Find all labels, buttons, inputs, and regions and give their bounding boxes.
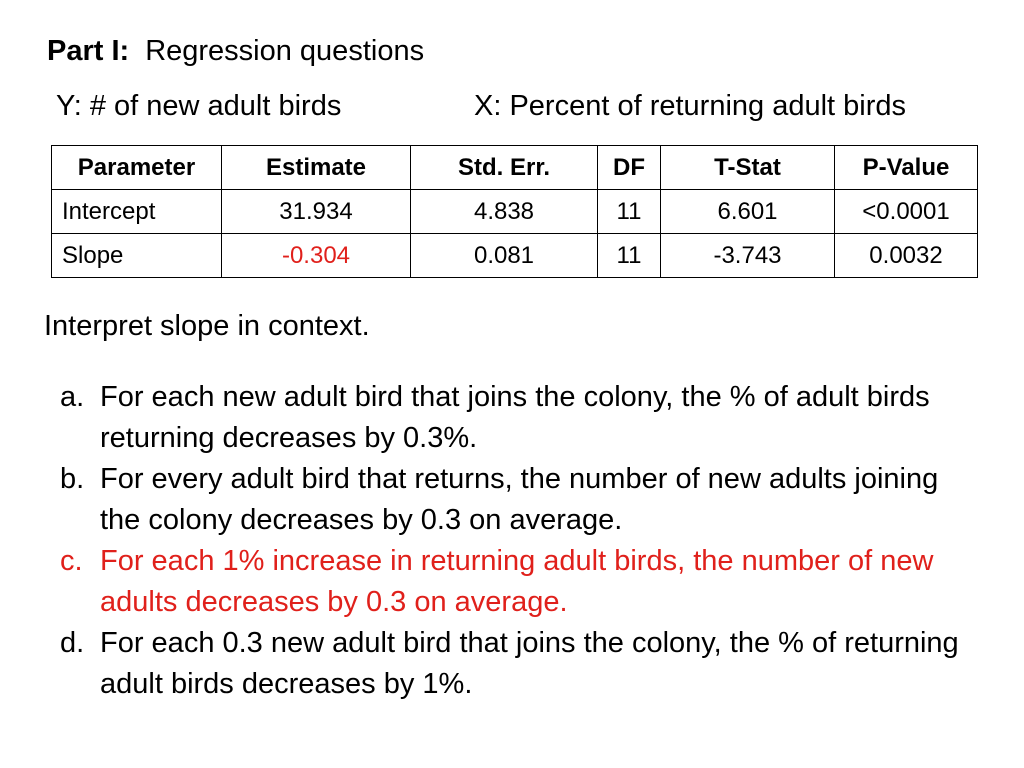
choice-letter: c.: [60, 545, 83, 577]
slide-title: [47, 33, 424, 69]
table-header-row: [52, 146, 978, 190]
header-parameter: Parameter: [52, 146, 222, 190]
choice-c-correct: [60, 541, 980, 623]
cell-estimate: 31.934: [222, 190, 411, 234]
title-text: Regression questions: [145, 35, 425, 67]
cell-parameter: Intercept: [52, 190, 222, 234]
choice-text: For every adult bird that returns, the number of new adults joining the colony decreases by 0.3 on average.: [100, 463, 939, 536]
cell-p-value: 0.0032: [835, 234, 978, 278]
header-estimate: Estimate: [222, 146, 411, 190]
table-row: [52, 234, 978, 278]
header-t-stat: T-Stat: [661, 146, 835, 190]
cell-p-value: <0.0001: [835, 190, 978, 234]
choice-letter: a.: [60, 381, 85, 413]
choice-text: For each new adult bird that joins the colony, the % of adult birds returning decreases by 0.3%.: [100, 381, 930, 454]
answer-choices: [60, 377, 980, 705]
cell-df: 11: [598, 234, 661, 278]
cell-std-err: 4.838: [411, 190, 598, 234]
choice-letter: b.: [60, 463, 85, 495]
table-row: [52, 190, 978, 234]
choice-letter: d.: [60, 627, 85, 659]
header-df: DF: [598, 146, 661, 190]
choice-a: [60, 377, 980, 459]
regression-table: [51, 145, 978, 278]
y-variable-label: Y: # of new adult birds: [56, 90, 342, 122]
header-std-err: Std. Err.: [411, 146, 598, 190]
choice-b: [60, 459, 980, 541]
choice-text: For each 0.3 new adult bird that joins the colony, the % of returning adult birds decreases by 1%.: [100, 627, 959, 700]
choice-d: [60, 623, 980, 705]
part-label: Part I:: [47, 35, 130, 67]
cell-std-err: 0.081: [411, 234, 598, 278]
choice-text: For each 1% increase in returning adult birds, the number of new adults decreases by 0.3 on average.: [100, 545, 934, 618]
x-variable-label: X: Percent of returning adult birds: [474, 90, 907, 122]
question-prompt: Interpret slope in context.: [44, 310, 370, 342]
cell-estimate-highlighted: -0.304: [222, 234, 411, 278]
header-p-value: P-Value: [835, 146, 978, 190]
cell-parameter: Slope: [52, 234, 222, 278]
cell-t-stat: 6.601: [661, 190, 835, 234]
cell-t-stat: -3.743: [661, 234, 835, 278]
cell-df: 11: [598, 190, 661, 234]
